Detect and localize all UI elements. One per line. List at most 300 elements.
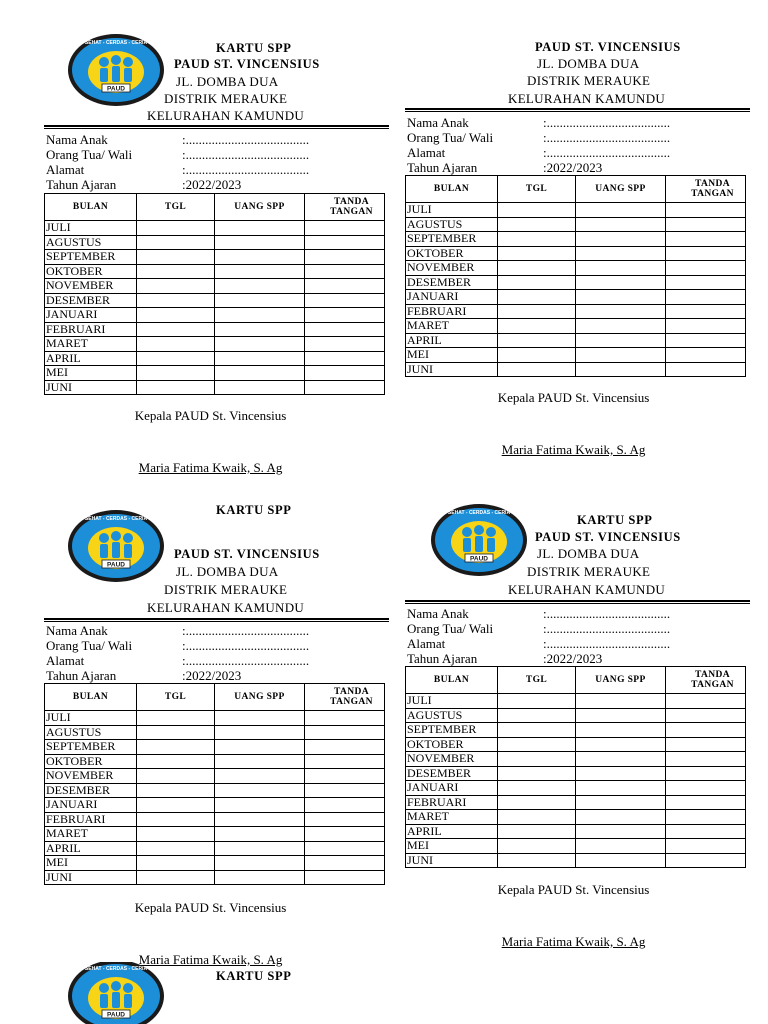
empty-cell xyxy=(215,711,305,726)
field-row xyxy=(407,160,747,175)
field-value: :...................................... xyxy=(543,130,671,145)
empty-cell xyxy=(137,264,215,279)
table-row xyxy=(406,781,746,796)
svg-text:SEHAT - CERDAS - CERIA: SEHAT - CERDAS - CERIA xyxy=(84,40,148,46)
signature-title: Kepala PAUD St. Vincensius xyxy=(497,390,650,405)
empty-cell xyxy=(305,366,385,381)
empty-cell xyxy=(498,261,576,276)
empty-cell xyxy=(666,694,746,709)
empty-cell xyxy=(576,362,666,377)
field-value: :...................................... xyxy=(182,638,310,653)
empty-cell xyxy=(666,752,746,767)
field-value: :...................................... xyxy=(182,147,310,162)
spp-card-3 xyxy=(44,502,389,967)
empty-cell xyxy=(305,250,385,265)
svg-text:SEHAT - CERDAS - CERIA: SEHAT - CERDAS - CERIA xyxy=(84,966,148,972)
field-value: :...................................... xyxy=(543,621,671,636)
empty-cell xyxy=(576,766,666,781)
column-header: UANG SPP xyxy=(215,684,305,711)
empty-cell xyxy=(137,870,215,885)
empty-cell xyxy=(137,351,215,366)
month-cell: JUNI xyxy=(406,362,498,377)
table-header-row xyxy=(45,684,385,711)
month-cell: MARET xyxy=(45,337,137,352)
empty-cell xyxy=(137,308,215,323)
empty-cell xyxy=(137,711,215,726)
empty-cell xyxy=(305,827,385,842)
table-row xyxy=(45,235,385,250)
table-row xyxy=(45,711,385,726)
empty-cell xyxy=(305,380,385,395)
svg-text:PAUD: PAUD xyxy=(470,555,488,563)
table-row xyxy=(406,304,746,319)
svg-text:PAUD: PAUD xyxy=(107,561,125,569)
table-row xyxy=(45,250,385,265)
empty-cell xyxy=(666,290,746,305)
table-row xyxy=(406,708,746,723)
column-header: TANDA TANGAN xyxy=(305,684,385,711)
month-cell: OKTOBER xyxy=(45,754,137,769)
empty-cell xyxy=(666,723,746,738)
school-logo xyxy=(66,962,166,1024)
empty-cell xyxy=(576,275,666,290)
address-street: JL. DOMBA DUA xyxy=(176,564,279,579)
field-row xyxy=(407,145,747,160)
month-cell: MEI xyxy=(406,348,498,363)
empty-cell xyxy=(137,322,215,337)
empty-cell xyxy=(576,839,666,854)
month-cell: SEPTEMBER xyxy=(406,232,498,247)
card-title: KARTU SPP xyxy=(216,969,292,983)
table-row xyxy=(406,290,746,305)
table-row xyxy=(45,322,385,337)
empty-cell xyxy=(305,308,385,323)
empty-cell xyxy=(137,221,215,236)
table-row xyxy=(406,232,746,247)
empty-cell xyxy=(137,250,215,265)
month-cell: MEI xyxy=(45,856,137,871)
month-cell: APRIL xyxy=(45,841,137,856)
spp-card-5 xyxy=(44,962,389,1024)
empty-cell xyxy=(215,366,305,381)
empty-cell xyxy=(666,766,746,781)
field-label: Nama Anak xyxy=(46,623,108,638)
empty-cell xyxy=(215,308,305,323)
school-logo-icon xyxy=(66,32,166,108)
student-fields xyxy=(46,132,386,192)
header-rule xyxy=(44,125,389,129)
empty-cell xyxy=(137,769,215,784)
table-row xyxy=(406,275,746,290)
school-name: PAUD ST. VINCENSIUS xyxy=(535,530,681,544)
table-row xyxy=(45,754,385,769)
empty-cell xyxy=(576,333,666,348)
table-row xyxy=(406,217,746,232)
empty-cell xyxy=(666,348,746,363)
address-district: DISTRIK MERAUKE xyxy=(164,582,288,597)
month-cell: MARET xyxy=(406,810,498,825)
table-row xyxy=(406,319,746,334)
month-cell: DESEMBER xyxy=(406,766,498,781)
empty-cell xyxy=(137,754,215,769)
column-header: UANG SPP xyxy=(576,667,666,694)
field-value: :2022/2023 xyxy=(543,651,603,666)
table-row xyxy=(406,824,746,839)
empty-cell xyxy=(498,232,576,247)
month-cell: JULI xyxy=(406,203,498,218)
empty-cell xyxy=(215,754,305,769)
empty-cell xyxy=(576,217,666,232)
empty-cell xyxy=(666,261,746,276)
month-cell: APRIL xyxy=(45,351,137,366)
table-row xyxy=(406,348,746,363)
empty-cell xyxy=(498,362,576,377)
empty-cell xyxy=(666,203,746,218)
address-street: JL. DOMBA DUA xyxy=(537,56,640,71)
address-street: JL. DOMBA DUA xyxy=(537,546,640,561)
empty-cell xyxy=(305,783,385,798)
field-value: :...................................... xyxy=(543,145,671,160)
field-value: :...................................... xyxy=(543,115,671,130)
empty-cell xyxy=(498,708,576,723)
empty-cell xyxy=(576,261,666,276)
school-logo xyxy=(66,32,166,108)
empty-cell xyxy=(305,221,385,236)
empty-cell xyxy=(305,279,385,294)
month-cell: JANUARI xyxy=(406,781,498,796)
month-cell: DESEMBER xyxy=(406,275,498,290)
empty-cell xyxy=(576,290,666,305)
empty-cell xyxy=(498,839,576,854)
field-label: Nama Anak xyxy=(46,132,108,147)
empty-cell xyxy=(137,783,215,798)
spp-card-2 xyxy=(405,34,750,464)
empty-cell xyxy=(305,711,385,726)
table-header-row xyxy=(406,176,746,203)
month-cell: JUNI xyxy=(406,853,498,868)
table-header-row xyxy=(45,194,385,221)
empty-cell xyxy=(137,279,215,294)
empty-cell xyxy=(498,333,576,348)
school-logo-icon xyxy=(429,502,529,578)
field-label: Alamat xyxy=(407,636,446,651)
empty-cell xyxy=(576,752,666,767)
signature-name: Maria Fatima Kwaik, S. Ag xyxy=(501,442,646,457)
column-header: TGL xyxy=(137,684,215,711)
empty-cell xyxy=(305,725,385,740)
table-row xyxy=(406,737,746,752)
field-label: Tahun Ajaran xyxy=(46,177,117,192)
empty-cell xyxy=(305,351,385,366)
column-header: BULAN xyxy=(406,667,498,694)
empty-cell xyxy=(215,725,305,740)
empty-cell xyxy=(666,275,746,290)
svg-text:PAUD: PAUD xyxy=(107,85,125,93)
empty-cell xyxy=(305,337,385,352)
month-cell: JUNI xyxy=(45,380,137,395)
field-row xyxy=(407,651,747,666)
month-cell: SEPTEMBER xyxy=(406,723,498,738)
field-value: :...................................... xyxy=(182,623,310,638)
empty-cell xyxy=(576,694,666,709)
card-title: KARTU SPP xyxy=(577,513,653,527)
empty-cell xyxy=(498,723,576,738)
column-header: TGL xyxy=(498,176,576,203)
field-row xyxy=(46,653,386,668)
address-village: KELURAHAN KAMUNDU xyxy=(147,108,305,123)
column-header: TGL xyxy=(498,667,576,694)
empty-cell xyxy=(498,752,576,767)
empty-cell xyxy=(137,812,215,827)
empty-cell xyxy=(666,304,746,319)
month-cell: AGUSTUS xyxy=(45,725,137,740)
month-cell: MEI xyxy=(406,839,498,854)
empty-cell xyxy=(305,856,385,871)
empty-cell xyxy=(498,348,576,363)
month-cell: MARET xyxy=(406,319,498,334)
month-cell: JULI xyxy=(406,694,498,709)
empty-cell xyxy=(666,362,746,377)
empty-cell xyxy=(576,853,666,868)
payment-table xyxy=(44,193,385,395)
empty-cell xyxy=(137,293,215,308)
payment-table xyxy=(44,683,385,885)
empty-cell xyxy=(576,810,666,825)
school-name: PAUD ST. VINCENSIUS xyxy=(174,57,320,71)
header-rule xyxy=(405,600,750,604)
school-logo xyxy=(66,508,166,584)
field-label: Nama Anak xyxy=(407,606,469,621)
address-village: KELURAHAN KAMUNDU xyxy=(508,91,666,106)
table-row xyxy=(45,366,385,381)
empty-cell xyxy=(137,827,215,842)
card-title: KARTU SPP xyxy=(216,41,292,55)
empty-cell xyxy=(137,380,215,395)
field-row xyxy=(46,638,386,653)
month-cell: OKTOBER xyxy=(406,737,498,752)
header-rule xyxy=(44,618,389,622)
field-row xyxy=(407,621,747,636)
address-village: KELURAHAN KAMUNDU xyxy=(147,600,305,615)
table-row xyxy=(406,246,746,261)
empty-cell xyxy=(215,322,305,337)
table-row xyxy=(45,308,385,323)
month-cell: JULI xyxy=(45,711,137,726)
field-value: :2022/2023 xyxy=(182,177,242,192)
empty-cell xyxy=(666,246,746,261)
address-village: KELURAHAN KAMUNDU xyxy=(508,582,666,597)
month-cell: DESEMBER xyxy=(45,293,137,308)
empty-cell xyxy=(305,769,385,784)
signature-title: Kepala PAUD St. Vincensius xyxy=(497,882,650,897)
month-cell: SEPTEMBER xyxy=(45,740,137,755)
field-label: Nama Anak xyxy=(407,115,469,130)
empty-cell xyxy=(305,812,385,827)
field-value: :...................................... xyxy=(182,162,310,177)
month-cell: AGUSTUS xyxy=(45,235,137,250)
empty-cell xyxy=(576,737,666,752)
field-value: :2022/2023 xyxy=(543,160,603,175)
field-value: :2022/2023 xyxy=(182,668,242,683)
month-cell: APRIL xyxy=(406,824,498,839)
student-fields xyxy=(46,623,386,683)
table-row xyxy=(45,769,385,784)
empty-cell xyxy=(215,740,305,755)
column-header: UANG SPP xyxy=(215,194,305,221)
empty-cell xyxy=(498,290,576,305)
empty-cell xyxy=(215,264,305,279)
field-label: Tahun Ajaran xyxy=(407,651,478,666)
table-row xyxy=(406,694,746,709)
table-row xyxy=(45,337,385,352)
empty-cell xyxy=(666,781,746,796)
month-cell: MARET xyxy=(45,827,137,842)
table-row xyxy=(406,766,746,781)
signature-title: Kepala PAUD St. Vincensius xyxy=(134,408,287,423)
month-cell: JANUARI xyxy=(406,290,498,305)
month-cell: FEBRUARI xyxy=(406,304,498,319)
month-cell: AGUSTUS xyxy=(406,708,498,723)
empty-cell xyxy=(576,781,666,796)
table-row xyxy=(45,827,385,842)
table-row xyxy=(406,333,746,348)
empty-cell xyxy=(498,853,576,868)
table-row xyxy=(45,856,385,871)
empty-cell xyxy=(215,856,305,871)
empty-cell xyxy=(576,304,666,319)
empty-cell xyxy=(215,293,305,308)
table-row xyxy=(45,870,385,885)
table-row xyxy=(45,725,385,740)
column-header: TANDA TANGAN xyxy=(666,667,746,694)
month-cell: FEBRUARI xyxy=(45,322,137,337)
student-fields xyxy=(407,606,747,666)
empty-cell xyxy=(498,795,576,810)
table-row xyxy=(45,221,385,236)
empty-cell xyxy=(137,725,215,740)
table-row xyxy=(45,264,385,279)
empty-cell xyxy=(498,810,576,825)
empty-cell xyxy=(576,319,666,334)
empty-cell xyxy=(666,333,746,348)
month-cell: MEI xyxy=(45,366,137,381)
table-row xyxy=(406,261,746,276)
column-header: BULAN xyxy=(45,684,137,711)
table-header-row xyxy=(406,667,746,694)
field-row xyxy=(46,132,386,147)
empty-cell xyxy=(215,841,305,856)
field-value: :...................................... xyxy=(182,132,310,147)
empty-cell xyxy=(305,841,385,856)
field-row xyxy=(407,606,747,621)
empty-cell xyxy=(305,798,385,813)
empty-cell xyxy=(215,250,305,265)
empty-cell xyxy=(215,380,305,395)
address-street: JL. DOMBA DUA xyxy=(176,74,279,89)
empty-cell xyxy=(498,246,576,261)
field-label: Alamat xyxy=(407,145,446,160)
svg-text:SEHAT - CERDAS - CERIA: SEHAT - CERDAS - CERIA xyxy=(84,516,148,522)
empty-cell xyxy=(666,839,746,854)
column-header: TANDA TANGAN xyxy=(305,194,385,221)
month-cell: FEBRUARI xyxy=(406,795,498,810)
month-cell: NOVEMBER xyxy=(406,752,498,767)
empty-cell xyxy=(576,203,666,218)
address-district: DISTRIK MERAUKE xyxy=(164,91,288,106)
signature-name: Maria Fatima Kwaik, S. Ag xyxy=(138,952,283,967)
empty-cell xyxy=(137,337,215,352)
empty-cell xyxy=(576,723,666,738)
header-rule xyxy=(405,108,750,112)
empty-cell xyxy=(498,824,576,839)
month-cell: NOVEMBER xyxy=(406,261,498,276)
empty-cell xyxy=(215,351,305,366)
empty-cell xyxy=(305,754,385,769)
table-row xyxy=(45,783,385,798)
month-cell: OKTOBER xyxy=(406,246,498,261)
signature-name: Maria Fatima Kwaik, S. Ag xyxy=(501,934,646,949)
month-cell: JANUARI xyxy=(45,308,137,323)
table-row xyxy=(45,293,385,308)
month-cell: NOVEMBER xyxy=(45,769,137,784)
month-cell: FEBRUARI xyxy=(45,812,137,827)
table-row xyxy=(406,839,746,854)
empty-cell xyxy=(498,304,576,319)
month-cell: AGUSTUS xyxy=(406,217,498,232)
empty-cell xyxy=(305,264,385,279)
svg-text:SEHAT - CERDAS - CERIA: SEHAT - CERDAS - CERIA xyxy=(447,510,511,516)
table-row xyxy=(406,810,746,825)
field-row xyxy=(46,668,386,683)
empty-cell xyxy=(666,708,746,723)
empty-cell xyxy=(215,870,305,885)
empty-cell xyxy=(215,279,305,294)
month-cell: JULI xyxy=(45,221,137,236)
empty-cell xyxy=(305,293,385,308)
column-header: UANG SPP xyxy=(576,176,666,203)
empty-cell xyxy=(576,348,666,363)
svg-text:PAUD: PAUD xyxy=(107,1011,125,1019)
table-row xyxy=(406,362,746,377)
school-logo-icon xyxy=(66,508,166,584)
table-row xyxy=(45,279,385,294)
empty-cell xyxy=(215,337,305,352)
empty-cell xyxy=(137,841,215,856)
month-cell: DESEMBER xyxy=(45,783,137,798)
spp-card-1 xyxy=(44,34,389,484)
empty-cell xyxy=(666,795,746,810)
field-row xyxy=(407,636,747,651)
empty-cell xyxy=(305,322,385,337)
empty-cell xyxy=(666,737,746,752)
empty-cell xyxy=(576,795,666,810)
spp-card-4 xyxy=(405,502,750,952)
empty-cell xyxy=(666,217,746,232)
empty-cell xyxy=(137,235,215,250)
empty-cell xyxy=(498,766,576,781)
field-row xyxy=(407,115,747,130)
field-label: Orang Tua/ Wali xyxy=(46,147,133,162)
address-district: DISTRIK MERAUKE xyxy=(527,564,651,579)
empty-cell xyxy=(137,740,215,755)
column-header: TGL xyxy=(137,194,215,221)
empty-cell xyxy=(498,217,576,232)
column-header: BULAN xyxy=(45,194,137,221)
field-value: :...................................... xyxy=(543,606,671,621)
field-value: :...................................... xyxy=(182,653,310,668)
column-header: BULAN xyxy=(406,176,498,203)
empty-cell xyxy=(666,853,746,868)
